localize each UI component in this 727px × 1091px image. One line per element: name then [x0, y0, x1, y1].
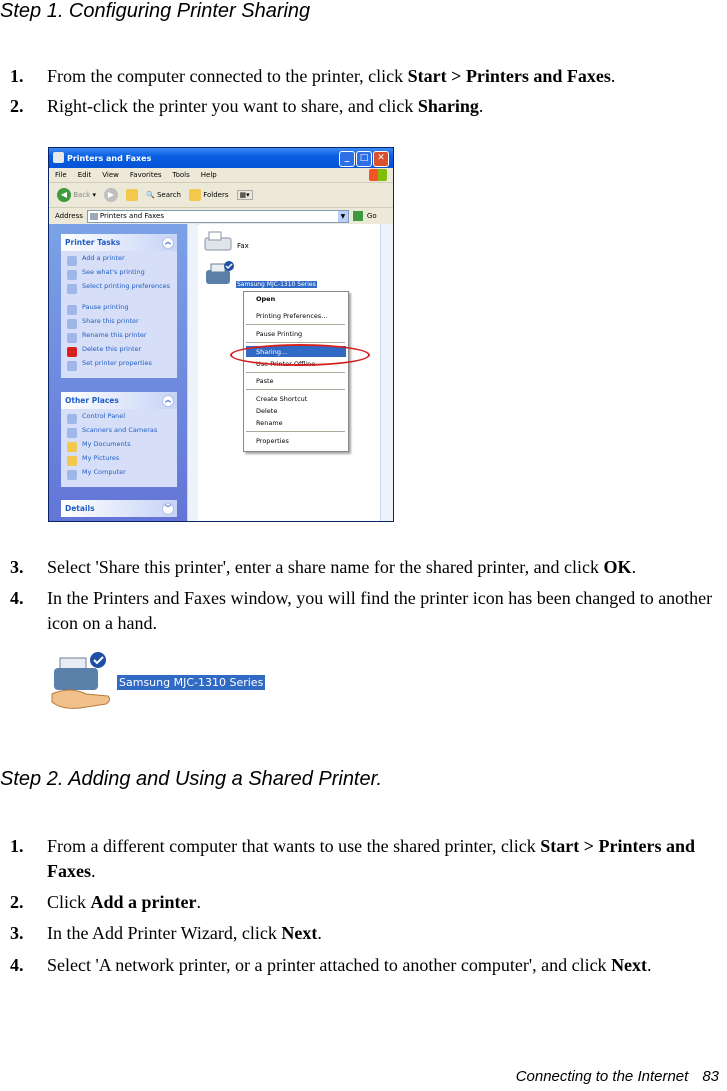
address-input[interactable]: Printers and Faxes ▼ [87, 210, 349, 223]
footer-title: Connecting to the Internet [515, 1068, 689, 1085]
step2-item-2: 2. Click Add a printer. [10, 890, 720, 915]
highlight-circle [230, 344, 370, 366]
go-button[interactable]: Go [366, 212, 377, 220]
share-hand-icon [67, 319, 77, 329]
printers-faxes-screenshot [48, 147, 394, 522]
arrow-separator: > [446, 66, 466, 86]
step1-item-3: 3. Select 'Share this printer', enter a share name for the shared printer, and click OK. [10, 555, 720, 580]
fax-label: Fax [237, 242, 249, 250]
printers-faxes-label: Printers and Faxes [465, 66, 611, 86]
printers-folder-icon [53, 152, 64, 163]
pictures-folder-icon [67, 456, 77, 466]
step1-item-1: 1. From the computer connected to the printer, click Start > Printers and Faxes. [10, 64, 720, 89]
chevron-down-icon[interactable]: ▼ [338, 211, 348, 222]
printer-icon [203, 260, 237, 290]
printer-name-label: Samsung MJC-1310 Series [237, 281, 316, 288]
step2-heading: Step 2. Adding and Using a Shared Printer. [0, 768, 383, 790]
step-number: 1. [10, 66, 24, 86]
content-scrollbar[interactable] [380, 224, 393, 521]
step-text: In the Printers and Faxes window, you will find the printer icon has been changed to another icon on a hand. [47, 588, 713, 633]
menu-bar [49, 168, 393, 183]
printer-queue-icon [67, 270, 77, 280]
menu-view[interactable]: View [102, 171, 119, 179]
scanner-icon [67, 428, 77, 438]
sharing-label: Sharing [417, 96, 479, 116]
minimize-button[interactable]: _ [339, 151, 355, 167]
context-menu [243, 291, 349, 452]
back-button[interactable]: ◀ Back ▾ [57, 188, 96, 202]
menu-edit[interactable]: Edit [77, 171, 92, 179]
control-panel-icon [67, 414, 77, 424]
step-number: 2. [10, 96, 24, 116]
step-number: 4. [10, 955, 24, 975]
collapse-icon[interactable]: ︽ [162, 395, 174, 407]
step1-item-2: 2. Right-click the printer you want to share, and click Sharing. [10, 94, 720, 119]
printer-tasks-panel [61, 234, 177, 378]
step-text: Select 'A network printer, or a printer attached to another computer', and click [47, 955, 612, 975]
folders-button[interactable]: Folders [189, 189, 229, 201]
rename-icon [67, 333, 77, 343]
place-scanners-cameras[interactable]: Scanners and Cameras [67, 427, 177, 441]
other-places-title[interactable]: Other Places [65, 396, 119, 405]
step2-item-4: 4. Select 'A network printer, or a printer attached to another computer', and click Next. [10, 953, 720, 978]
computer-icon [67, 470, 77, 480]
fax-icon [203, 230, 233, 252]
step-text: In the Add Printer Wizard, click [47, 923, 282, 943]
address-bar [49, 208, 393, 225]
printers-folder-icon [90, 213, 98, 220]
views-button[interactable]: ▦▾ [237, 190, 253, 200]
ctx-printing-preferences[interactable]: Printing Preferences... [256, 312, 328, 320]
window-title: Printers and Faxes [67, 153, 152, 163]
ctx-rename[interactable]: Rename [256, 419, 283, 427]
ctx-create-shortcut[interactable]: Create Shortcut [256, 395, 308, 403]
ok-label: OK [603, 557, 632, 577]
page-number: 83 [702, 1068, 719, 1085]
next-label: Next [281, 923, 318, 943]
folders-icon [189, 189, 201, 201]
search-button[interactable]: 🔍 Search [145, 191, 181, 199]
step-text: Click [47, 892, 91, 912]
step2-item-1: 1. From a different computer that wants to use the shared printer, click Start > Printers and Faxes. [10, 836, 696, 881]
printers-faxes-label: Printers and Faxes [47, 836, 696, 881]
task-printing-preferences[interactable]: Select printing preferences [67, 283, 177, 304]
step2-item-3: 3. In the Add Printer Wizard, click Next. [10, 921, 720, 946]
back-arrow-icon: ◀ [57, 188, 71, 202]
task-pause-printing[interactable]: Pause printing [67, 304, 177, 318]
task-see-printing[interactable]: See what's printing [67, 269, 177, 283]
address-label: Address [55, 212, 83, 220]
step-number: 1. [10, 836, 24, 856]
fax-item[interactable] [203, 230, 249, 254]
step-text: From the computer connected to the printer, click [47, 66, 408, 86]
toolbar [49, 183, 393, 208]
properties-icon [67, 361, 77, 371]
forward-arrow-icon[interactable]: ▶ [104, 188, 118, 202]
step1-item-4 [10, 586, 720, 636]
shared-printer-icon [50, 650, 114, 712]
place-control-panel[interactable]: Control Panel [67, 413, 177, 427]
ctx-properties[interactable]: Properties [256, 437, 289, 445]
step-number: 2. [10, 892, 24, 912]
step-text: From a different computer that wants to use the shared printer, click [47, 836, 541, 856]
place-my-documents[interactable]: My Documents [67, 441, 177, 455]
task-pane-scrollbar[interactable] [187, 224, 198, 521]
menu-favorites[interactable]: Favorites [129, 171, 162, 179]
up-folder-icon[interactable] [126, 189, 138, 201]
documents-folder-icon [67, 442, 77, 452]
menu-tools[interactable]: Tools [172, 171, 190, 179]
step-text: Select 'Share this printer', enter a share name for the shared printer, and click [47, 557, 604, 577]
pause-icon [67, 305, 77, 315]
add-printer-icon [67, 256, 77, 266]
task-share-printer[interactable]: Share this printer [67, 318, 177, 332]
close-button[interactable]: ✕ [373, 151, 389, 167]
printer-item[interactable] [203, 260, 316, 292]
task-add-printer[interactable]: Add a printer [67, 255, 177, 269]
step1-heading: Step 1. Configuring Printer Sharing [0, 0, 311, 22]
ctx-use-offline[interactable]: Use Printer Offline [256, 360, 316, 368]
step-number: 3. [10, 923, 24, 943]
collapse-icon[interactable]: ︽ [162, 237, 174, 249]
menu-help[interactable]: Help [200, 171, 217, 179]
step-text: Right-click the printer you want to share, and click [47, 96, 418, 116]
ctx-sharing[interactable]: Sharing... [256, 348, 288, 356]
task-pane [49, 224, 187, 521]
start-label: Start > [540, 836, 595, 856]
other-places-panel [61, 392, 177, 487]
windows-logo-icon [369, 169, 387, 181]
details-panel [61, 500, 177, 517]
window-titlebar [49, 148, 393, 168]
start-label: Start [407, 66, 447, 86]
preferences-icon [67, 284, 77, 294]
printer-list-area [199, 224, 393, 521]
details-title[interactable]: Details [65, 504, 95, 513]
ctx-pause-printing[interactable]: Pause Printing [256, 330, 303, 338]
next-label: Next [611, 955, 648, 975]
expand-icon[interactable]: ︾ [162, 503, 174, 515]
menu-file[interactable]: File [55, 171, 67, 179]
place-my-computer[interactable]: My Computer [67, 469, 177, 483]
task-delete-printer[interactable]: Delete this printer [67, 346, 177, 360]
delete-x-icon [67, 347, 77, 357]
step-number: 4. [10, 588, 24, 608]
page-footer [516, 1068, 719, 1085]
task-printer-properties[interactable]: Set printer properties [67, 360, 177, 374]
ctx-open[interactable]: Open [256, 295, 276, 303]
search-icon: 🔍 [145, 191, 155, 199]
shared-printer-label: Samsung MJC-1310 Series [119, 676, 264, 689]
step-number: 3. [10, 557, 24, 577]
go-arrow-icon[interactable] [353, 211, 363, 221]
ctx-paste[interactable]: Paste [256, 377, 274, 385]
maximize-button[interactable]: □ [356, 151, 372, 167]
task-rename-printer[interactable]: Rename this printer [67, 332, 177, 346]
add-printer-label: Add a printer [90, 892, 197, 912]
place-my-pictures[interactable]: My Pictures [67, 455, 177, 469]
ctx-delete[interactable]: Delete [256, 407, 278, 415]
printer-tasks-title[interactable]: Printer Tasks [65, 238, 121, 247]
